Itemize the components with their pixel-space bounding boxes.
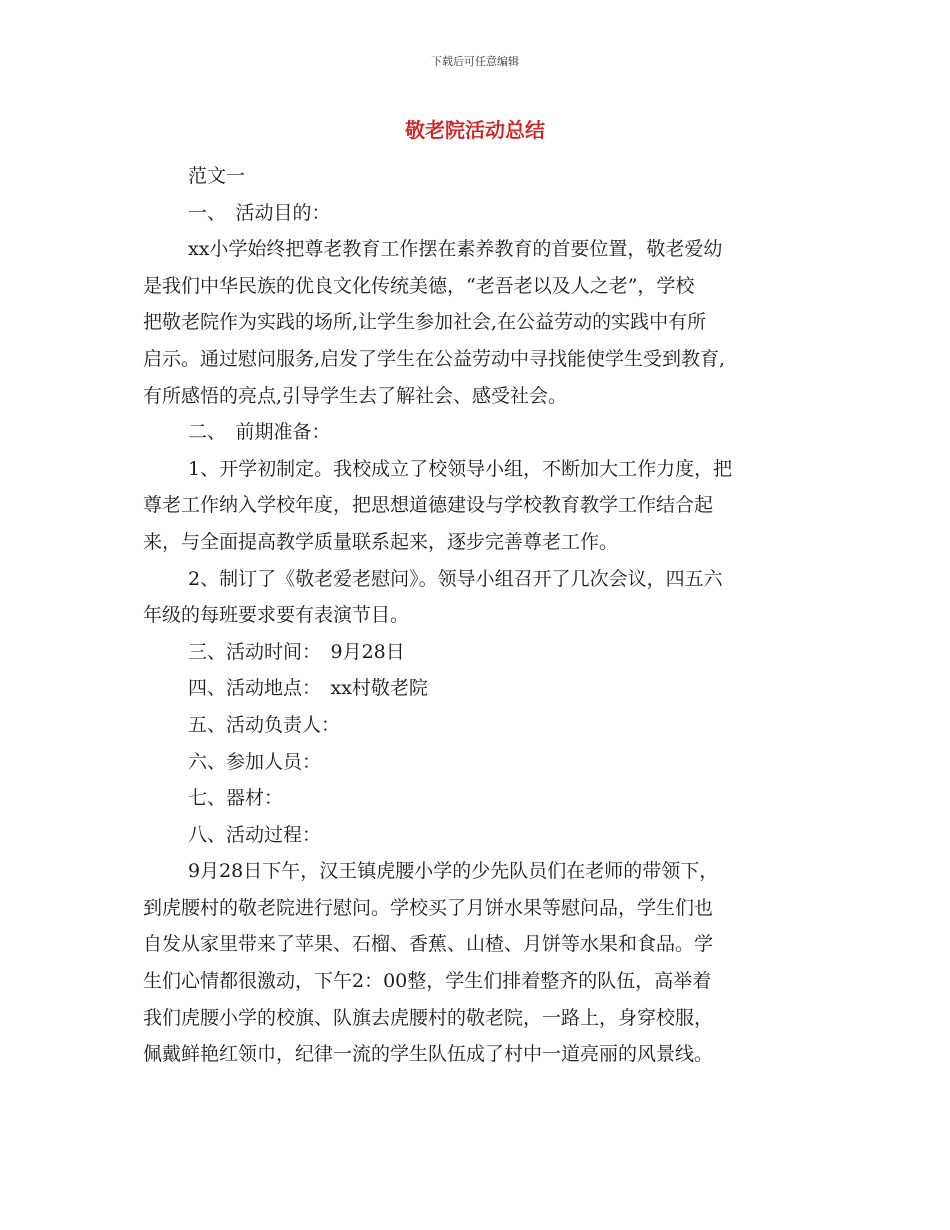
paragraph-line: 9月28日下午，汉王镇虎腰小学的少先队员们在老师的带领下，	[188, 860, 719, 883]
heading-preparation: 二、 前期准备：	[188, 421, 331, 444]
document-title: 敬老院活动总结	[405, 118, 545, 142]
paragraph-line: xx小学始终把尊老教育工作摆在素养教育的首要位置，敬老爱幼	[188, 238, 723, 261]
paragraph-line: 生们心情都很激动，下午2：00整，学生们排着整齐的队伍，高举着	[143, 970, 712, 993]
paragraph-line: 是我们中华民族的优良文化传统美德，“老吾老以及人之老”，学校	[143, 274, 695, 297]
paragraph-line: 2、制订了《敬老爱老慰问》。领导小组召开了几次会议，四五六	[188, 567, 723, 590]
page-header-note: 下载后可任意编辑	[431, 55, 519, 68]
document-body	[143, 158, 809, 1073]
paragraph-line: 尊老工作纳入学校年度，把思想道德建设与学校教育教学工作结合起	[143, 494, 714, 517]
heading-purpose: 一、 活动目的：	[188, 201, 331, 224]
paragraph-line: 年级的每班要求要有表演节目。	[143, 604, 410, 627]
paragraph-line: 把敬老院作为实践的场所,让学生参加社会,在公益劳动的实践中有所	[143, 311, 707, 334]
heading-participants: 六、参加人员：	[188, 750, 322, 773]
paragraph-line: 佩戴鲜艳红领巾，纪律一流的学生队伍成了村中一道亮丽的风景线。	[143, 1043, 714, 1066]
paragraph-line: 1、开学初制定。我校成立了校领导小组，不断加大工作力度，把	[188, 457, 733, 480]
heading-process: 八、活动过程：	[188, 823, 322, 846]
paragraph-line: 启示。通过慰问服务,启发了学生在公益劳动中寻找能使学生受到教育,	[143, 347, 726, 370]
paragraph-line: 到虎腰村的敬老院进行慰问。学校买了月饼水果等慰问品，学生们也	[143, 896, 714, 919]
heading-location: 四、活动地点： xx村敬老院	[188, 677, 428, 700]
heading-equipment: 七、器材：	[188, 787, 284, 810]
heading-person-in-charge: 五、活动负责人：	[188, 713, 341, 736]
paragraph-line: 有所感悟的亮点,引导学生去了解社会、感受社会。	[143, 384, 568, 407]
heading-time: 三、活动时间： 9月28日	[188, 640, 405, 663]
paragraph-line: 来，与全面提高教学质量联系起来，逐步完善尊老工作。	[143, 530, 619, 553]
paragraph-line: 自发从家里带来了苹果、石榴、香蕉、山楂、月饼等水果和食品。学	[143, 933, 714, 956]
section-label: 范文一	[188, 165, 246, 187]
paragraph-line: 我们虎腰小学的校旗、队旗去虎腰村的敬老院，一路上，身穿校服，	[143, 1006, 714, 1029]
